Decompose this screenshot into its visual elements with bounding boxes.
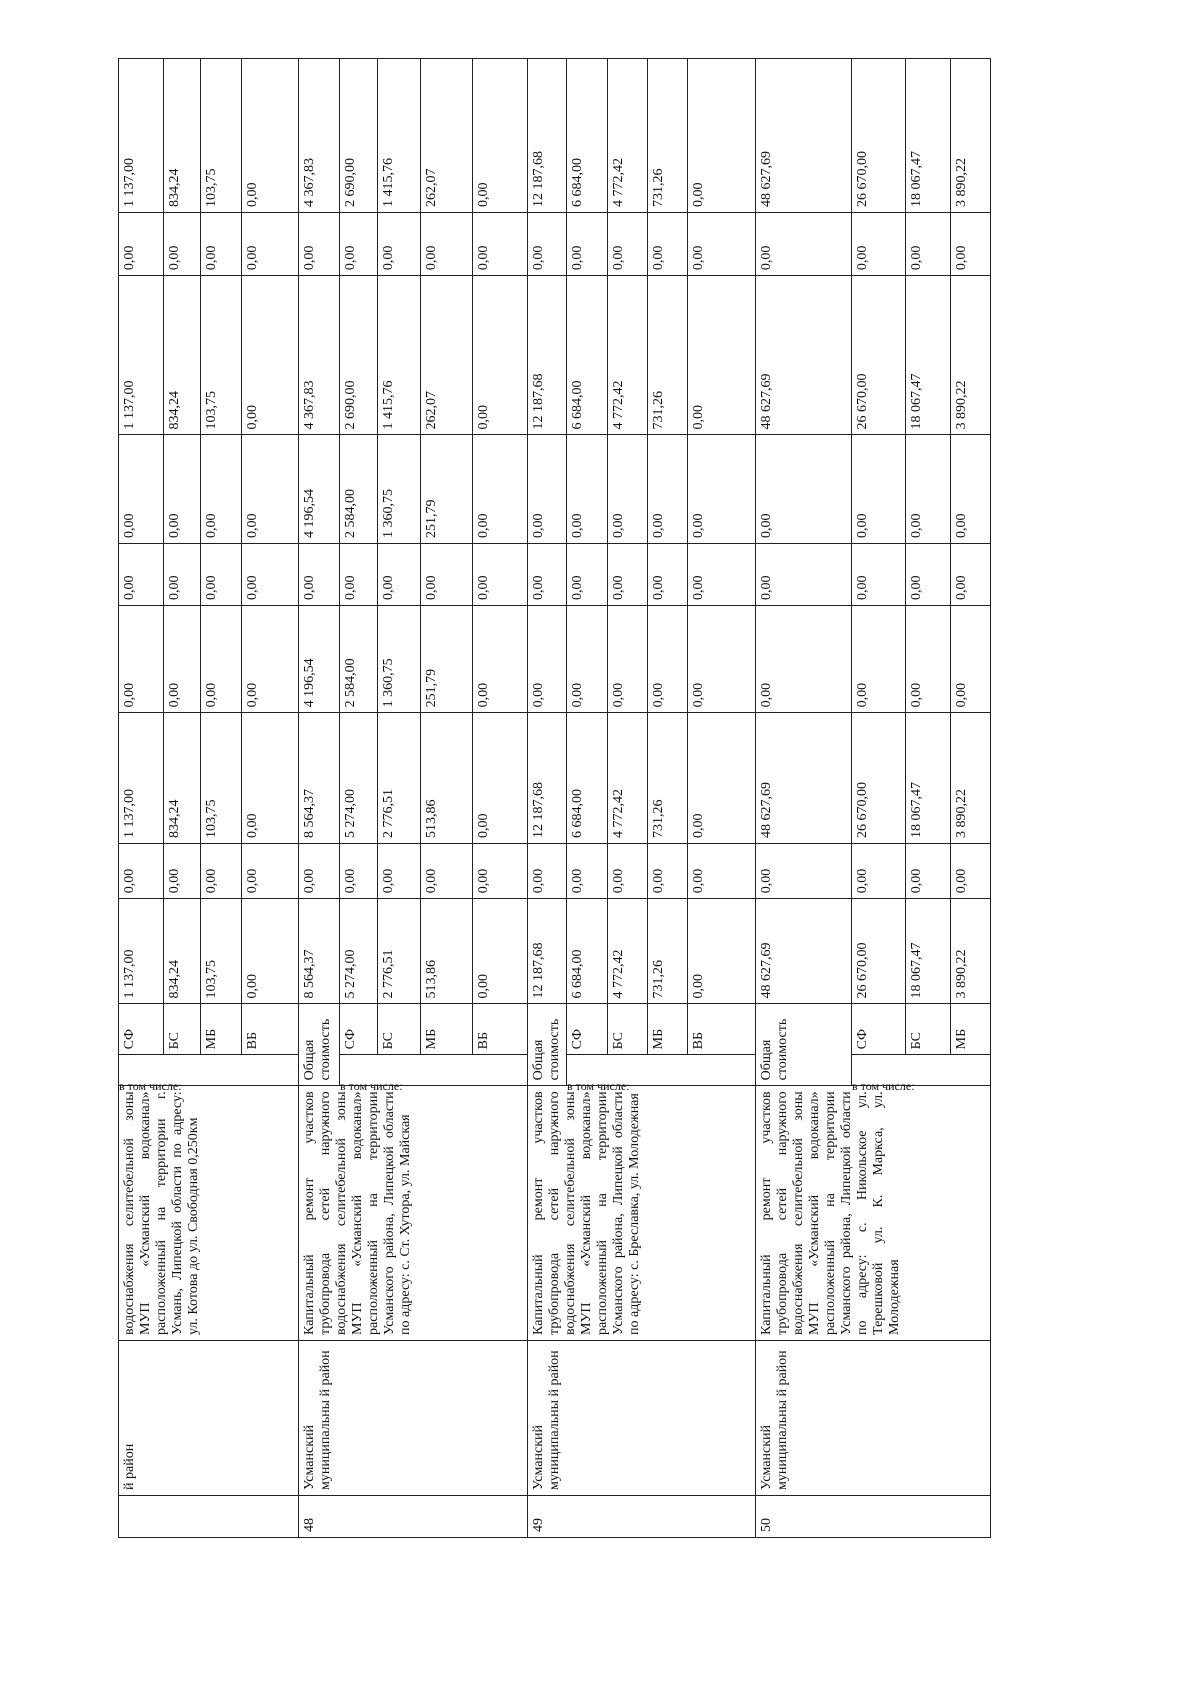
- value-cell: 0,00: [242, 899, 299, 1004]
- value-cell: 0,00: [164, 843, 201, 898]
- value-cell: 0,00: [378, 843, 421, 898]
- value-cell: 0,00: [421, 843, 473, 898]
- value-cell: 4 772,42: [608, 899, 648, 1004]
- district-cell: й район: [119, 1340, 299, 1495]
- value-cell: 0,00: [852, 843, 906, 898]
- value-cell: 0,00: [688, 899, 756, 1004]
- value-cell: 0,00: [906, 543, 951, 605]
- value-cell: 26 670,00: [852, 713, 906, 844]
- value-cell: 0,00: [528, 543, 567, 605]
- value-cell: 0,00: [473, 435, 528, 543]
- value-cell: 103,75: [201, 899, 242, 1004]
- value-cell: 18 067,47: [906, 713, 951, 844]
- fund-code: БС: [378, 1004, 421, 1055]
- value-cell: 0,00: [906, 843, 951, 898]
- value-cell: 4 196,54: [299, 435, 340, 543]
- row-number: 49: [528, 1495, 756, 1537]
- value-cell: 12 187,68: [528, 59, 567, 213]
- value-cell: 4 196,54: [299, 605, 340, 712]
- table-row: [528, 59, 567, 1538]
- value-cell: 0,00: [688, 276, 756, 435]
- value-cell: 103,75: [201, 59, 242, 213]
- value-cell: 731,26: [648, 899, 688, 1004]
- table-row: [756, 59, 852, 1538]
- value-cell: 0,00: [567, 605, 608, 712]
- value-cell: 1 415,76: [378, 59, 421, 213]
- value-cell: 48 627,69: [756, 59, 852, 213]
- value-cell: 0,00: [201, 543, 242, 605]
- value-cell: 834,24: [164, 713, 201, 844]
- value-cell: 0,00: [528, 843, 567, 898]
- value-cell: 0,00: [119, 435, 164, 543]
- value-cell: 0,00: [688, 843, 756, 898]
- including-label: в том числе:: [567, 1055, 756, 1086]
- value-cell: 48 627,69: [756, 713, 852, 844]
- value-cell: 2 690,00: [340, 276, 378, 435]
- value-cell: 0,00: [473, 843, 528, 898]
- fund-code: БС: [608, 1004, 648, 1055]
- fund-code: МБ: [421, 1004, 473, 1055]
- value-cell: 731,26: [648, 59, 688, 213]
- value-cell: 0,00: [528, 435, 567, 543]
- value-cell: 0,00: [756, 605, 852, 712]
- value-cell: 18 067,47: [906, 59, 951, 213]
- value-cell: 0,00: [242, 435, 299, 543]
- value-cell: 1 360,75: [378, 435, 421, 543]
- value-cell: 0,00: [951, 435, 991, 543]
- value-cell: 0,00: [340, 212, 378, 275]
- value-cell: 0,00: [201, 605, 242, 712]
- total-cost-label: Общая стоимость: [756, 1004, 852, 1086]
- value-cell: 0,00: [951, 843, 991, 898]
- value-cell: 6 684,00: [567, 276, 608, 435]
- value-cell: 0,00: [688, 212, 756, 275]
- value-cell: 0,00: [951, 212, 991, 275]
- value-cell: 8 564,37: [299, 899, 340, 1004]
- value-cell: 0,00: [608, 605, 648, 712]
- value-cell: 12 187,68: [528, 899, 567, 1004]
- value-cell: 0,00: [756, 843, 852, 898]
- value-cell: 262,07: [421, 59, 473, 213]
- fund-code: СФ: [340, 1004, 378, 1055]
- value-cell: 18 067,47: [906, 276, 951, 435]
- value-cell: 834,24: [164, 899, 201, 1004]
- value-cell: 0,00: [852, 435, 906, 543]
- value-cell: 4 772,42: [608, 276, 648, 435]
- value-cell: 0,00: [648, 212, 688, 275]
- fund-code: СФ: [852, 1004, 906, 1055]
- fund-code: МБ: [648, 1004, 688, 1055]
- district-cell: Усманский муниципальны й район: [299, 1340, 528, 1495]
- value-cell: 0,00: [608, 543, 648, 605]
- value-cell: 0,00: [242, 605, 299, 712]
- value-cell: 0,00: [164, 543, 201, 605]
- value-cell: 0,00: [608, 212, 648, 275]
- value-cell: 18 067,47: [906, 899, 951, 1004]
- value-cell: 0,00: [906, 212, 951, 275]
- value-cell: 0,00: [378, 543, 421, 605]
- value-cell: 251,79: [421, 435, 473, 543]
- value-cell: 48 627,69: [756, 899, 852, 1004]
- table-row: [299, 59, 340, 1538]
- value-cell: 0,00: [528, 212, 567, 275]
- value-cell: 4 367,83: [299, 59, 340, 213]
- value-cell: 0,00: [340, 843, 378, 898]
- value-cell: 0,00: [242, 276, 299, 435]
- row-number: [119, 1495, 299, 1537]
- value-cell: 3 890,22: [951, 899, 991, 1004]
- value-cell: 5 274,00: [340, 713, 378, 844]
- value-cell: 2 690,00: [340, 59, 378, 213]
- value-cell: 103,75: [201, 713, 242, 844]
- value-cell: 4 367,83: [299, 276, 340, 435]
- fund-code: СФ: [567, 1004, 608, 1055]
- value-cell: 0,00: [756, 212, 852, 275]
- fund-code: СФ: [119, 1004, 164, 1055]
- value-cell: 0,00: [421, 543, 473, 605]
- value-cell: 6 684,00: [567, 713, 608, 844]
- value-cell: 0,00: [852, 543, 906, 605]
- value-cell: 2 584,00: [340, 435, 378, 543]
- value-cell: 0,00: [688, 713, 756, 844]
- including-label: в том числе:: [119, 1055, 299, 1086]
- table-row: [119, 59, 164, 1538]
- value-cell: 0,00: [688, 59, 756, 213]
- value-cell: 4 772,42: [608, 59, 648, 213]
- value-cell: 6 684,00: [567, 899, 608, 1004]
- value-cell: 3 890,22: [951, 276, 991, 435]
- value-cell: 513,86: [421, 899, 473, 1004]
- value-cell: 0,00: [119, 543, 164, 605]
- value-cell: 0,00: [951, 543, 991, 605]
- value-cell: 0,00: [473, 543, 528, 605]
- value-cell: 0,00: [567, 843, 608, 898]
- value-cell: 834,24: [164, 59, 201, 213]
- row-number: 48: [299, 1495, 528, 1537]
- value-cell: 0,00: [688, 605, 756, 712]
- value-cell: 0,00: [164, 212, 201, 275]
- value-cell: 0,00: [473, 713, 528, 844]
- value-cell: 0,00: [242, 212, 299, 275]
- value-cell: 0,00: [567, 435, 608, 543]
- value-cell: 3 890,22: [951, 59, 991, 213]
- fund-code: БС: [906, 1004, 951, 1055]
- value-cell: 0,00: [473, 59, 528, 213]
- value-cell: 0,00: [421, 212, 473, 275]
- value-cell: 731,26: [648, 276, 688, 435]
- value-cell: 251,79: [421, 605, 473, 712]
- value-cell: 0,00: [756, 435, 852, 543]
- value-cell: 0,00: [299, 543, 340, 605]
- value-cell: 0,00: [242, 543, 299, 605]
- value-cell: 0,00: [473, 605, 528, 712]
- fund-code: ВБ: [473, 1004, 528, 1055]
- value-cell: 0,00: [242, 713, 299, 844]
- value-cell: 0,00: [648, 605, 688, 712]
- value-cell: 12 187,68: [528, 713, 567, 844]
- value-cell: 0,00: [119, 843, 164, 898]
- value-cell: 0,00: [201, 212, 242, 275]
- value-cell: 0,00: [473, 899, 528, 1004]
- value-cell: 4 772,42: [608, 713, 648, 844]
- value-cell: 26 670,00: [852, 276, 906, 435]
- value-cell: 1 137,00: [119, 899, 164, 1004]
- district-cell: Усманский муниципальны й район: [756, 1340, 991, 1495]
- value-cell: 0,00: [164, 435, 201, 543]
- value-cell: 26 670,00: [852, 899, 906, 1004]
- value-cell: 0,00: [756, 543, 852, 605]
- value-cell: 0,00: [473, 212, 528, 275]
- value-cell: 0,00: [528, 605, 567, 712]
- value-cell: 0,00: [473, 276, 528, 435]
- value-cell: 5 274,00: [340, 899, 378, 1004]
- financing-table: [118, 58, 991, 1538]
- value-cell: 262,07: [421, 276, 473, 435]
- total-cost-label: Общая стоимость: [528, 1004, 567, 1086]
- value-cell: 0,00: [201, 435, 242, 543]
- value-cell: 0,00: [852, 212, 906, 275]
- value-cell: 0,00: [688, 435, 756, 543]
- value-cell: 2 776,51: [378, 713, 421, 844]
- value-cell: 1 360,75: [378, 605, 421, 712]
- description-cell: Капитальный ремонт участков трубопровода сетей наружного водоснабжения селитебельной зоны МУП «Усманский водоканал» расположенный на территории Усманского района, Липецкой области по адресу: с. Бреславка, ул. Молодежная: [528, 1086, 756, 1341]
- fund-code: БС: [164, 1004, 201, 1055]
- including-label: в том числе:: [340, 1055, 528, 1086]
- value-cell: 0,00: [906, 435, 951, 543]
- value-cell: 0,00: [119, 212, 164, 275]
- value-cell: 0,00: [378, 212, 421, 275]
- value-cell: 0,00: [567, 543, 608, 605]
- description-cell: Капитальный ремонт участков трубопровода сетей наружного водоснабжения селитебельной зоны МУП «Усманский водоканал» расположенный на территории Усманского района, Липецкой области по адресу: с. Ст. Хутора, ул. Майская: [299, 1086, 528, 1341]
- value-cell: 0,00: [852, 605, 906, 712]
- value-cell: 0,00: [299, 212, 340, 275]
- district-cell: Усманский муниципальны й район: [528, 1340, 756, 1495]
- value-cell: 1 137,00: [119, 713, 164, 844]
- fund-code: МБ: [201, 1004, 242, 1055]
- value-cell: 0,00: [648, 543, 688, 605]
- value-cell: 0,00: [340, 543, 378, 605]
- value-cell: 2 584,00: [340, 605, 378, 712]
- value-cell: 0,00: [906, 605, 951, 712]
- value-cell: 2 776,51: [378, 899, 421, 1004]
- rotated-document-page: [118, 58, 1098, 1538]
- fund-code: ВБ: [688, 1004, 756, 1055]
- row-number: 50: [756, 1495, 991, 1537]
- value-cell: 0,00: [648, 843, 688, 898]
- value-cell: 0,00: [164, 605, 201, 712]
- value-cell: 513,86: [421, 713, 473, 844]
- fund-code: МБ: [951, 1004, 991, 1055]
- value-cell: 0,00: [201, 843, 242, 898]
- total-cost-label: Общая стоимость: [299, 1004, 340, 1086]
- value-cell: 0,00: [567, 212, 608, 275]
- value-cell: 0,00: [119, 605, 164, 712]
- value-cell: 1 137,00: [119, 276, 164, 435]
- value-cell: 103,75: [201, 276, 242, 435]
- value-cell: 0,00: [242, 843, 299, 898]
- description-cell: водоснабжения селитебельной зоны МУП «Усманский водоканал» расположенный на территории г. Усмань, Липецкой области по адресу: ул. Котова до ул. Свободная 0,250км: [119, 1086, 299, 1341]
- value-cell: 26 670,00: [852, 59, 906, 213]
- value-cell: 3 890,22: [951, 713, 991, 844]
- value-cell: 0,00: [608, 843, 648, 898]
- value-cell: 6 684,00: [567, 59, 608, 213]
- value-cell: 731,26: [648, 713, 688, 844]
- value-cell: 834,24: [164, 276, 201, 435]
- description-cell: Капитальный ремонт участков трубопровода сетей наружного водоснабжения селитебельной зоны МУП «Усманский водоканал» расположенный на территории Усманского района, Липецкой области по адресу: с. Никольское ул. Терешковой ул. К. Маркса, ул. Молодежная: [756, 1086, 991, 1341]
- value-cell: 0,00: [688, 543, 756, 605]
- value-cell: 8 564,37: [299, 713, 340, 844]
- value-cell: 0,00: [951, 605, 991, 712]
- fund-code: ВБ: [242, 1004, 299, 1055]
- value-cell: 48 627,69: [756, 276, 852, 435]
- value-cell: 0,00: [299, 843, 340, 898]
- value-cell: 0,00: [608, 435, 648, 543]
- value-cell: 0,00: [648, 435, 688, 543]
- value-cell: 0,00: [242, 59, 299, 213]
- value-cell: 1 137,00: [119, 59, 164, 213]
- value-cell: 12 187,68: [528, 276, 567, 435]
- including-label: в том числе:: [852, 1055, 991, 1086]
- value-cell: 1 415,76: [378, 276, 421, 435]
